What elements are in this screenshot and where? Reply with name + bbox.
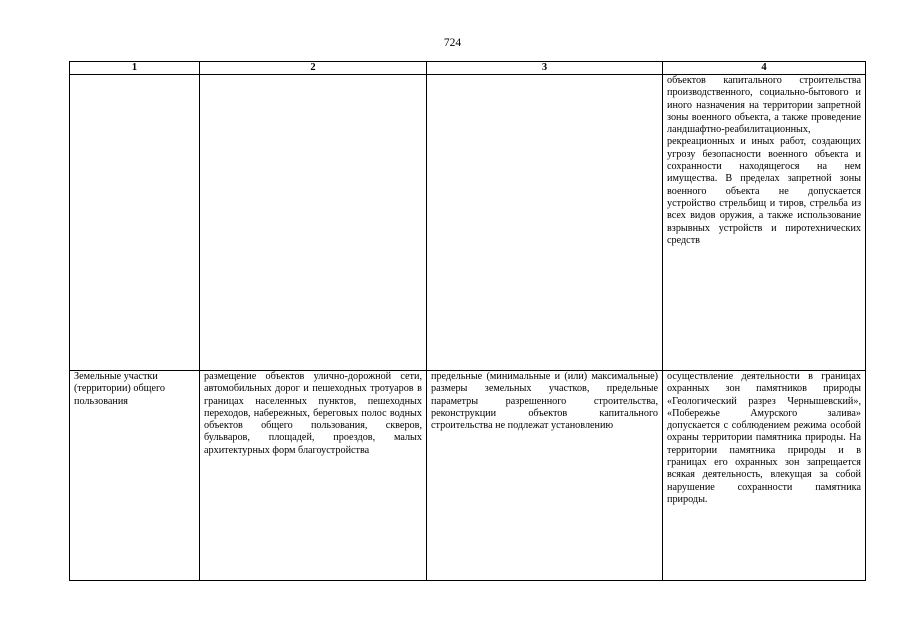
table-cell: [70, 75, 200, 371]
table-header-row: [70, 62, 866, 75]
table-cell: объектов капитального строительства производственного, социально-бытового и иного назначения на территории запретной зоны военного объекта, а также проведение ландшафтно-реабилитационных, рекреационных и иных работ, создающих угрозу безопасности военного объекта и сохранности находящегося на нем имущества. В пределах запретной зоны военного объекта не допускается устройство стрельбищ и тиров, стрельба из всех видов оружия, а также использование взрывных устройств и пиротехнических средств: [663, 75, 866, 371]
table-cell: размещение объектов улично-дорожной сети, автомобильных дорог и пешеходных тротуаров в границах населенных пунктов, пешеходных переходов, набережных, береговых полос водных объектов общего пользования, скверов, бульваров, площадей, проездов, малых архитектурных форм благоустройства: [200, 371, 427, 581]
column-header-2: 2: [200, 62, 427, 75]
page-number: 724: [443, 37, 462, 49]
regulations-table: [69, 61, 866, 581]
table-cell: Земельные участки (территории) общего пользования: [70, 371, 200, 581]
table-cell: предельные (минимальные и (или) максимальные) размеры земельных участков, предельные параметры разрешенного строительства, реконструкции объектов капитального строительства не подлежат установлению: [427, 371, 663, 581]
table-cell: [200, 75, 427, 371]
column-header-4: 4: [663, 62, 866, 75]
table-row: [70, 75, 866, 371]
table-row: [70, 371, 866, 581]
column-header-1: 1: [70, 62, 200, 75]
table-cell: [427, 75, 663, 371]
table-cell: осуществление деятельности в границах охранных зон памятников природы «Геологический разрез Чернышевский», «Побережье Амурского залива» допускается с соблюдением режима особой охраны территории памятника природы. На территории памятника природы и в границах его охранных зон запрещается всякая деятельность, влекущая за собой нарушение сохранности памятника природы.: [663, 371, 866, 581]
column-header-3: 3: [427, 62, 663, 75]
